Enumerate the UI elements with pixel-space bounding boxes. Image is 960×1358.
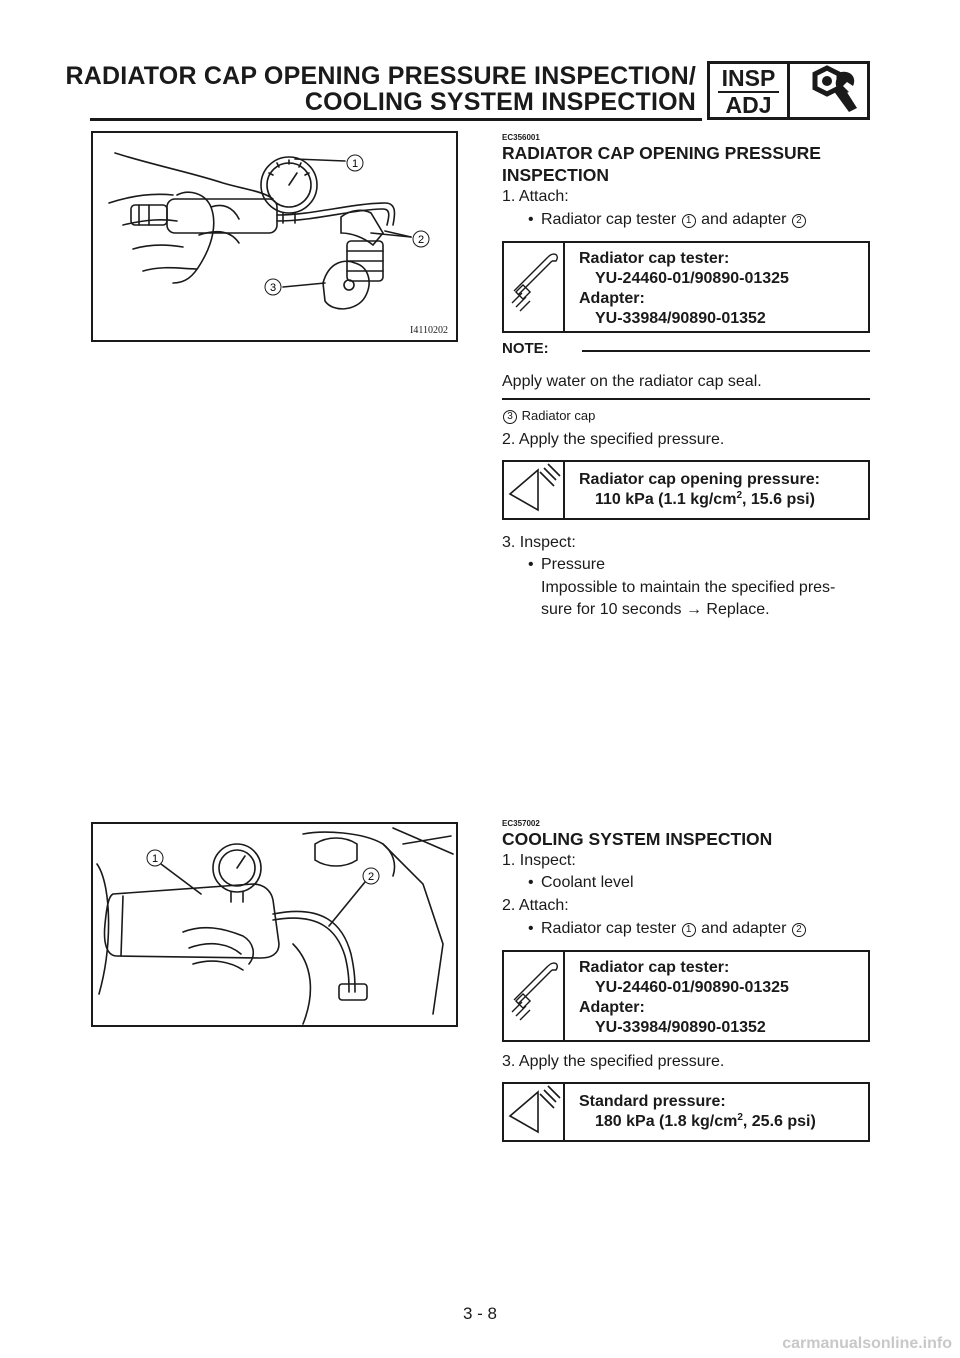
spec-value: [595, 490, 815, 510]
section-heading-cont: INSPECTION: [502, 165, 609, 185]
spec-value: YU-24460-01/90890-01325: [595, 979, 789, 996]
special-tool-icon: [504, 243, 565, 331]
spec-label: Adapter:: [579, 999, 645, 1016]
spec-value-text: , 15.6 psi): [742, 491, 815, 508]
bullet-text: Radiator cap tester: [541, 211, 681, 228]
callout-2: 2: [367, 871, 375, 883]
spec-box-pressure: [502, 1082, 870, 1142]
spec-value: YU-33984/90890-01352: [595, 310, 766, 327]
spec-box-pressure: [502, 460, 870, 520]
callout-1: 1: [351, 158, 359, 170]
badge-line2: ADJ: [725, 92, 772, 118]
figure-legend: [502, 408, 595, 424]
spec-value: YU-24460-01/90890-01325: [595, 270, 789, 287]
section-code: EC357002: [502, 819, 540, 828]
caliper-spec-icon: [504, 1084, 565, 1140]
spec-label: Radiator cap tester:: [579, 959, 730, 976]
page-number: 3 - 8: [462, 1304, 498, 1323]
step-2: 2. Apply the specified pressure.: [502, 431, 725, 448]
spec-label: Radiator cap opening pressure:: [579, 471, 820, 488]
watermark: carmanualsonline.info: [782, 1335, 952, 1352]
spec-label: Adapter:: [579, 290, 645, 307]
bullet-item: • Coolant level: [541, 872, 634, 894]
section-heading: RADIATOR CAP OPENING PRESSURE: [502, 143, 821, 163]
callout-3: 3: [269, 282, 277, 294]
step-2: 2. Attach:: [502, 897, 569, 914]
step-3: 3. Inspect:: [502, 534, 576, 551]
superscript: 2: [737, 1112, 743, 1123]
spec-value: YU-33984/90890-01352: [595, 1019, 766, 1036]
header-rule: [90, 118, 702, 121]
bullet-text: and adapter: [696, 920, 791, 937]
page-title-line1: RADIATOR CAP OPENING PRESSURE INSPECTION/: [65, 62, 696, 90]
callout-ref: 1: [682, 923, 696, 937]
spec-value-text: , 25.6 psi): [742, 1113, 816, 1130]
page-title-line2: COOLING SYSTEM INSPECTION: [304, 88, 696, 116]
wrench-nut-icon: [793, 64, 867, 117]
callout-ref: 2: [792, 923, 806, 937]
figure-code: I4110202: [410, 325, 448, 336]
bullet-item: [541, 918, 807, 940]
spec-box-tools: [502, 950, 870, 1042]
step-1: 1. Attach:: [502, 188, 569, 205]
bullet-text: Radiator cap tester: [541, 920, 681, 937]
badge-text: [710, 64, 790, 117]
callout-ref: 1: [682, 214, 696, 228]
spec-label: Standard pressure:: [579, 1093, 726, 1110]
badge-line1: INSP: [721, 65, 776, 91]
step-1: 1. Inspect:: [502, 852, 576, 869]
bullet-item: • Pressure: [541, 554, 605, 576]
figure-radiator-cap-tester: [91, 131, 458, 342]
section-badge: [707, 61, 870, 120]
spec-label: Radiator cap tester:: [579, 250, 730, 267]
callout-ref: 2: [792, 214, 806, 228]
special-tool-icon: [504, 952, 565, 1040]
note-label: NOTE:: [502, 340, 549, 357]
note-rule: [502, 398, 870, 400]
instruction-text: Impossible to maintain the specified pres-: [541, 579, 836, 596]
callout-ref: 3: [503, 410, 517, 424]
bullet-item: [541, 209, 807, 231]
note-rule: [582, 350, 870, 352]
superscript: 2: [736, 490, 742, 501]
spec-value-text: 180 kPa (1.8 kg/cm: [595, 1113, 738, 1130]
caliper-spec-icon: [504, 462, 565, 518]
instruction-text: sure for 10 seconds → Replace.: [541, 601, 770, 618]
note-text: Apply water on the radiator cap seal.: [502, 373, 762, 390]
callout-1: 1: [151, 853, 159, 865]
section-heading: COOLING SYSTEM INSPECTION: [502, 829, 773, 849]
bullet-text: and adapter: [696, 211, 791, 228]
spec-value-text: 110 kPa (1.1 kg/cm: [595, 491, 737, 508]
spec-box-tools: [502, 241, 870, 333]
step-3: 3. Apply the specified pressure.: [502, 1053, 725, 1070]
figure-cooling-system-test: [91, 822, 458, 1027]
section-code: EC356001: [502, 133, 540, 142]
legend-text: Radiator cap: [521, 408, 596, 423]
spec-value: [595, 1112, 816, 1132]
callout-2: 2: [417, 234, 425, 246]
